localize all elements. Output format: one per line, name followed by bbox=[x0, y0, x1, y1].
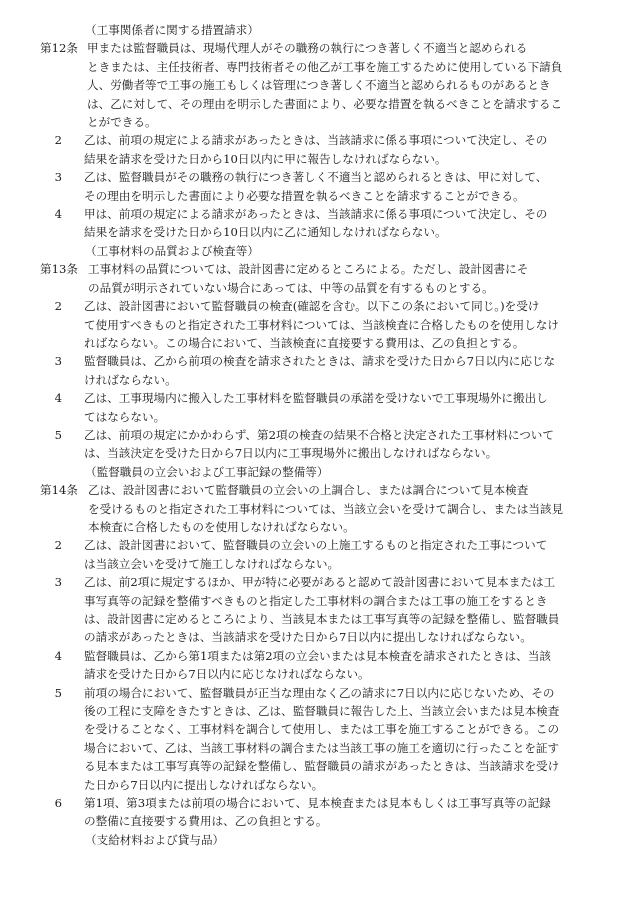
paragraph-number: 5 bbox=[54, 685, 62, 700]
paragraph-line: た日から7日以内に提出しなければならない。 bbox=[84, 777, 324, 792]
paragraph bbox=[54, 573, 600, 647]
paragraph-line: 乙は、前項の規定による請求があったときは、当該請求に係る事項について決定し、その bbox=[84, 133, 548, 148]
paragraph bbox=[54, 205, 600, 242]
article-line: 人、労働者等で工事の施工もしくは管理につき著しく不適当と認められるものがあるとき bbox=[87, 78, 551, 93]
article-label: 第13条 bbox=[40, 262, 78, 277]
paragraph-line: 事写真等の記録を整備すべきものと指定した工事材料の調合または工事の施工をするとき bbox=[84, 593, 548, 608]
paragraph-number: 3 bbox=[54, 354, 62, 369]
paragraph-line: 場合において、乙は、当該工事材料の調合または当該工事の施工を適切に行ったことを証す bbox=[84, 740, 560, 755]
paragraph-line: 乙は、前2項に規定するほか、甲が特に必要があると認めて設計図書において見本または工 bbox=[84, 575, 556, 590]
paragraph bbox=[54, 647, 600, 684]
paragraph bbox=[54, 131, 600, 168]
section-heading: （監督職員の立会いおよび工事記録の整備等） bbox=[85, 464, 329, 479]
article-line: 工事材料の品質については、設計図書に定めるところによる。ただし、設計図書にそ bbox=[88, 262, 529, 277]
paragraph-number: 3 bbox=[54, 575, 62, 590]
article-line: 乙は、設計図書において監督職員の立会いの上調合し、または調合について見本検査 bbox=[88, 483, 529, 498]
article-line: 本検査に合格したものを使用しなければならない。 bbox=[88, 519, 355, 534]
paragraph bbox=[54, 297, 600, 352]
article-line: を受けるものと指定された工事材料については、当該立会いを受けて調合し、または当該見 bbox=[88, 501, 564, 516]
paragraph-number: 4 bbox=[54, 391, 62, 406]
paragraph-line: 乙は、前項の規定にかかわらず、第2項の検査の結果不合格と決定された工事材料について bbox=[84, 427, 554, 442]
paragraph bbox=[54, 352, 600, 389]
paragraph bbox=[54, 389, 600, 426]
paragraph-line: の整備に直接要する費用は、乙の負担とする。 bbox=[84, 814, 328, 829]
paragraph bbox=[54, 168, 600, 205]
paragraph-line: の請求があったときは、当該請求を受けた日から7日以内に提出しなければならない。 bbox=[84, 630, 532, 645]
paragraph-line: 監督職員は、乙から前項の検査を請求されたときは、請求を受けた日から7日以内に応じな bbox=[84, 354, 556, 369]
paragraph-line: 結果を請求を受けた日から10日以内に乙に通知しなければならない。 bbox=[84, 225, 447, 240]
section-heading: （工事関係者に関する措置請求） bbox=[85, 23, 259, 37]
paragraph-line: 請求を受けた日から7日以内に応じなければならない。 bbox=[84, 667, 370, 682]
paragraph-line: 結果を請求を受けた日から10日以内に甲に報告しなければならない。 bbox=[84, 151, 447, 166]
paragraph-line: る見本または工事写真等の記録を整備し、監督職員の請求があったときは、当該請求を受け bbox=[84, 759, 560, 774]
paragraph-line: 乙は、工事現場内に搬入した工事材料を監督職員の承諾を受けないで工事現場外に搬出し bbox=[84, 391, 548, 406]
paragraph-number: 2 bbox=[54, 133, 62, 148]
article-label: 第12条 bbox=[40, 41, 78, 56]
article-line: の品質が明示されていない場合にあっては、中等の品質を有するものとする。 bbox=[88, 280, 494, 295]
paragraph-line: てはならない。 bbox=[84, 409, 166, 424]
paragraph-number: 2 bbox=[54, 299, 62, 314]
paragraph-number: 4 bbox=[54, 207, 62, 222]
article-label: 第14条 bbox=[40, 483, 78, 498]
paragraph-number: 6 bbox=[54, 796, 62, 811]
article bbox=[40, 260, 600, 297]
paragraph-line: その理由を明示した書面により必要な措置を執るべきことを請求することができる。 bbox=[84, 188, 525, 203]
paragraph-line: 監督職員は、乙から第1項または第2項の立会いまたは見本検査を請求されたときは、当該 bbox=[84, 648, 551, 663]
paragraph-number: 3 bbox=[54, 170, 62, 185]
paragraph-line: 乙は、設計図書において監督職員の検査(確認を含む。以下この条において同じ。)を受け bbox=[84, 299, 540, 314]
article-line: 甲または監督職員は、現場代理人がその職務の執行につき著しく不適当と認められる bbox=[87, 41, 528, 56]
paragraph bbox=[54, 536, 600, 573]
article bbox=[40, 481, 600, 536]
article-line: ときまたは、主任技術者、専門技術者その他乙が工事を施工するために使用している下請負 bbox=[87, 59, 563, 74]
paragraph-line: 前項の場合において、監督職員が正当な理由なく乙の請求に7日以内に応じないため、その bbox=[84, 685, 555, 700]
article-line: とができる。 bbox=[87, 115, 157, 130]
paragraph-number: 5 bbox=[54, 427, 62, 442]
paragraph-number: 4 bbox=[54, 648, 62, 663]
article-line: は、乙に対して、その理由を明示した書面により、必要な措置を執るべきことを請求するこ bbox=[87, 96, 563, 111]
paragraph-line: は、当該決定を受けた日から7日以内に工事現場外に搬出しなければならない。 bbox=[84, 446, 498, 461]
section-heading: （工事材料の品質および検査等） bbox=[85, 243, 259, 258]
paragraph-line: は、設計図書に定めるところにより、当該見本または工事写真等の記録を整備し、監督職員 bbox=[84, 612, 560, 626]
paragraph-line: を受けることなく、工事材料を調合して使用し、または工事を施工することができる。この bbox=[84, 722, 560, 737]
paragraph-line: は当該立会いを受けて施工しなければならない。 bbox=[84, 556, 340, 571]
paragraph-line: 乙は、設計図書において、監督職員の立会いの上施工するものと指定された工事について bbox=[84, 538, 548, 553]
paragraph-line: ければならない。 bbox=[84, 372, 177, 387]
section-heading: （支給材料および貸与品） bbox=[85, 832, 225, 847]
paragraph-number: 2 bbox=[54, 538, 62, 553]
paragraph-line: 甲は、前項の規定による請求があったときは、当該請求に係る事項について決定し、その bbox=[84, 207, 548, 222]
paragraph-line: ればならない。この場合において、当該検査に直接要する費用は、乙の負担とする。 bbox=[84, 335, 525, 350]
paragraph-line: て使用すべきものと指定された工事材料については、当該検査に合格したものを使用しなけ bbox=[84, 317, 559, 332]
paragraph-line: 第1項、第3項または前項の場合において、見本検査または見本もしくは工事写真等の記録 bbox=[84, 796, 551, 811]
paragraph-line: 乙は、監督職員がその職務の執行につき著しく不適当と認められるときは、甲に対して、 bbox=[84, 170, 548, 185]
paragraph-line: 後の工程に支障をきたすときは、乙は、監督職員に報告した上、当該立会いまたは見本検査 bbox=[84, 704, 560, 719]
paragraph bbox=[54, 684, 600, 794]
paragraph bbox=[54, 794, 600, 831]
paragraph bbox=[54, 426, 600, 463]
article bbox=[40, 39, 600, 131]
